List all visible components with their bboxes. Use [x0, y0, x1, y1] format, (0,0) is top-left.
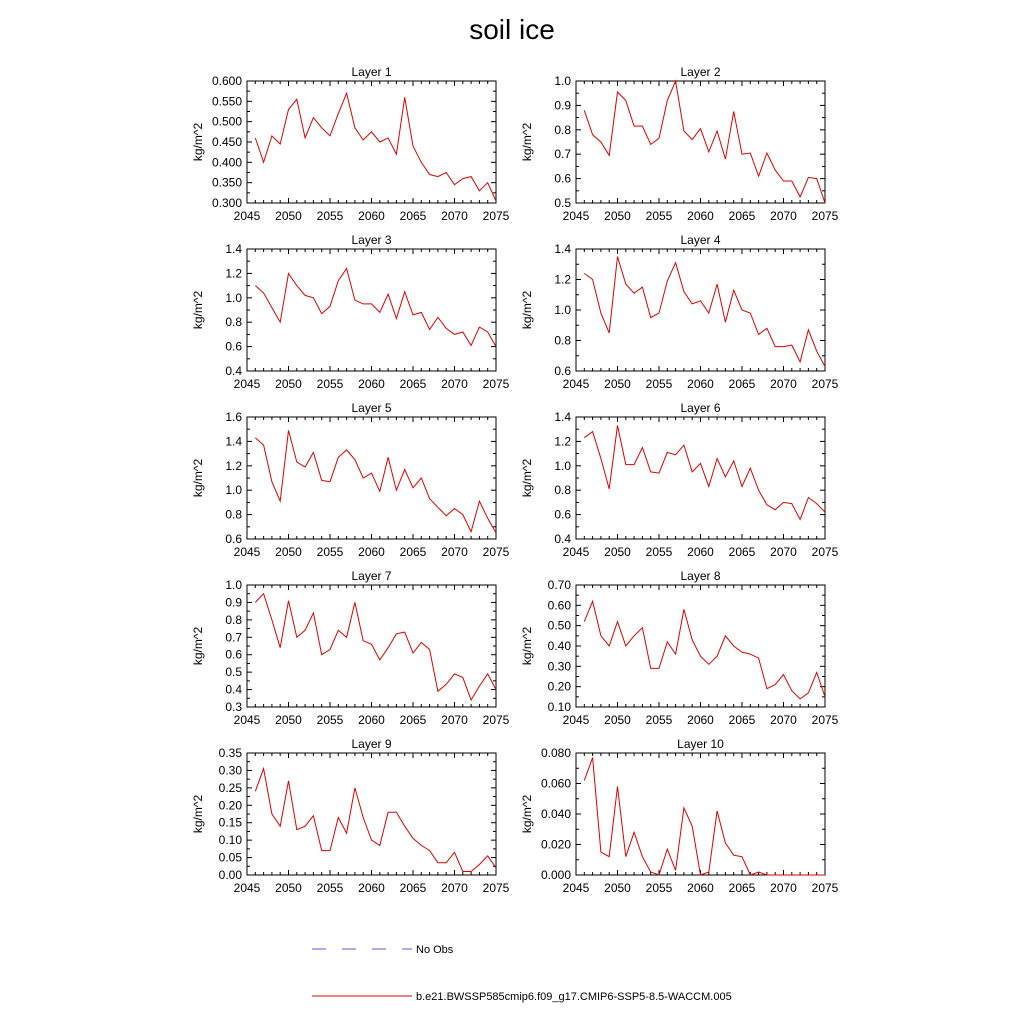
y-tick-label: 1.0 [554, 303, 571, 317]
series-line [584, 426, 825, 520]
y-tick-label: 1.4 [554, 410, 571, 424]
y-tick-label: 1.4 [225, 434, 242, 449]
y-tick-label: 1.2 [225, 458, 242, 473]
x-tick-label: 2045 [562, 545, 590, 559]
chart-layer-3 [191, 233, 510, 391]
x-tick-label: 2065 [728, 881, 756, 895]
chart-title: Layer 6 [680, 401, 721, 415]
chart-title: Layer 3 [351, 233, 392, 247]
y-tick-label: 0.8 [225, 507, 242, 522]
x-tick-label: 2075 [482, 545, 510, 559]
x-tick-label: 2060 [687, 209, 714, 223]
chart-layer-8 [520, 569, 839, 727]
y-tick-label: 0.60 [547, 598, 571, 613]
x-tick-label: 2070 [770, 881, 797, 895]
chart-title: Layer 7 [351, 569, 392, 583]
x-tick-label: 2070 [770, 545, 797, 559]
y-tick-label: 0.6 [554, 507, 571, 522]
legend-obs-label: No Obs [416, 944, 454, 956]
y-axis-label: kg/m^2 [191, 122, 205, 162]
legend [312, 944, 732, 1003]
x-tick-label: 2075 [482, 209, 510, 223]
x-tick-label: 2050 [604, 209, 631, 223]
x-tick-label: 2055 [645, 545, 673, 559]
y-tick-label: 0.8 [225, 612, 242, 627]
y-tick-label: 1.0 [554, 74, 571, 88]
y-tick-label: 1.4 [225, 242, 242, 256]
x-tick-label: 2050 [275, 377, 302, 391]
y-tick-label: 0.080 [540, 746, 571, 760]
y-tick-label: 0.6 [554, 364, 571, 378]
x-tick-label: 2055 [645, 209, 673, 223]
y-tick-label: 0.5 [225, 665, 242, 680]
series-line [584, 257, 825, 367]
x-tick-label: 2065 [728, 377, 756, 391]
y-tick-label: 0.3 [225, 700, 242, 714]
series-line [584, 81, 825, 203]
y-tick-label: 0.6 [225, 647, 242, 662]
x-tick-label: 2050 [604, 881, 631, 895]
x-tick-label: 2075 [811, 209, 839, 223]
x-tick-label: 2045 [233, 713, 261, 727]
chart-layer-4 [520, 233, 839, 391]
y-tick-label: 0.450 [211, 135, 242, 149]
series-line [255, 430, 496, 533]
x-tick-label: 2065 [399, 377, 427, 391]
series-line [584, 758, 825, 875]
y-tick-label: 0.9 [554, 98, 571, 113]
x-tick-label: 2070 [441, 209, 468, 223]
y-tick-label: 0.060 [540, 776, 571, 791]
x-tick-label: 2075 [811, 377, 839, 391]
series-line [255, 269, 496, 347]
plot-frame [576, 753, 825, 875]
y-tick-label: 0.5 [554, 196, 571, 210]
x-tick-label: 2060 [358, 545, 385, 559]
y-tick-label: 1.2 [554, 434, 571, 449]
x-tick-label: 2055 [645, 881, 673, 895]
x-tick-label: 2055 [316, 209, 344, 223]
x-tick-label: 2055 [316, 545, 344, 559]
y-axis-label: kg/m^2 [520, 122, 534, 162]
x-tick-label: 2075 [482, 881, 510, 895]
y-tick-label: 0.350 [211, 175, 242, 190]
x-tick-label: 2055 [316, 881, 344, 895]
x-tick-label: 2065 [399, 545, 427, 559]
y-axis-label: kg/m^2 [520, 458, 534, 498]
chart-title: Layer 5 [351, 401, 392, 415]
y-tick-label: 0.50 [547, 618, 571, 633]
x-tick-label: 2060 [358, 713, 385, 727]
y-tick-label: 0.8 [225, 315, 242, 330]
chart-layer-2 [520, 65, 839, 223]
x-tick-label: 2075 [482, 713, 510, 727]
y-tick-label: 0.550 [211, 94, 242, 109]
x-tick-label: 2065 [728, 713, 756, 727]
x-tick-label: 2070 [441, 545, 468, 559]
y-tick-label: 1.2 [225, 266, 242, 281]
y-tick-label: 0.25 [218, 780, 242, 795]
y-axis-label: kg/m^2 [191, 794, 205, 834]
y-tick-label: 0.4 [554, 532, 571, 546]
y-tick-label: 1.0 [225, 290, 242, 305]
y-tick-label: 0.6 [225, 532, 242, 546]
chart-title: Layer 8 [680, 569, 721, 583]
y-tick-label: 0.8 [554, 122, 571, 137]
x-tick-label: 2050 [604, 377, 631, 391]
y-tick-label: 1.2 [554, 272, 571, 287]
chart-layer-7 [191, 569, 510, 727]
chart-layer-6 [520, 401, 839, 559]
y-tick-label: 0.70 [547, 578, 571, 592]
x-tick-label: 2070 [770, 713, 797, 727]
y-tick-label: 0.7 [225, 630, 242, 645]
y-tick-label: 0.00 [218, 868, 242, 882]
y-tick-label: 0.10 [218, 833, 242, 848]
series-line [255, 93, 496, 201]
chart-layer-9 [191, 737, 510, 895]
chart-layer-1 [191, 65, 510, 223]
y-axis-label: kg/m^2 [191, 626, 205, 666]
x-tick-label: 2075 [811, 545, 839, 559]
y-tick-label: 1.0 [225, 483, 242, 498]
y-tick-label: 0.6 [554, 171, 571, 186]
x-tick-label: 2060 [358, 377, 385, 391]
plot-frame [576, 585, 825, 707]
y-tick-label: 0.10 [547, 700, 571, 714]
x-tick-label: 2060 [687, 377, 714, 391]
x-tick-label: 2070 [770, 209, 797, 223]
x-tick-label: 2060 [687, 881, 714, 895]
page-title: soil ice [469, 14, 555, 45]
x-tick-label: 2075 [482, 377, 510, 391]
x-tick-label: 2075 [811, 713, 839, 727]
x-tick-label: 2070 [441, 377, 468, 391]
x-tick-label: 2045 [233, 377, 261, 391]
y-tick-label: 0.600 [211, 74, 242, 88]
chart-title: Layer 9 [351, 737, 392, 751]
x-tick-label: 2055 [316, 713, 344, 727]
y-tick-label: 0.40 [547, 639, 571, 653]
series-line [255, 594, 496, 700]
plot-frame [247, 417, 496, 539]
y-tick-label: 0.05 [218, 850, 242, 865]
chart-layer-5 [191, 401, 510, 559]
y-tick-label: 0.4 [225, 682, 242, 697]
x-tick-label: 2050 [275, 209, 302, 223]
y-tick-label: 0.20 [547, 679, 571, 694]
y-tick-label: 0.8 [554, 483, 571, 498]
y-axis-label: kg/m^2 [520, 794, 534, 834]
chart-title: Layer 4 [680, 233, 721, 247]
y-tick-label: 0.6 [225, 339, 242, 354]
y-tick-label: 0.30 [218, 763, 242, 778]
chart-title: Layer 10 [677, 737, 724, 751]
x-tick-label: 2050 [604, 713, 631, 727]
y-tick-label: 0.15 [218, 815, 242, 830]
y-axis-label: kg/m^2 [191, 290, 205, 330]
x-tick-label: 2060 [687, 545, 714, 559]
plot-frame [247, 249, 496, 371]
x-tick-label: 2050 [604, 545, 631, 559]
x-tick-label: 2045 [233, 209, 261, 223]
y-tick-label: 0.30 [547, 659, 571, 674]
x-tick-label: 2050 [275, 881, 302, 895]
x-tick-label: 2070 [770, 377, 797, 391]
y-tick-label: 0.35 [218, 746, 242, 760]
x-tick-label: 2055 [645, 377, 673, 391]
y-tick-label: 0.300 [211, 196, 242, 210]
x-tick-label: 2060 [687, 713, 714, 727]
x-tick-label: 2065 [399, 209, 427, 223]
y-tick-label: 0.4 [225, 364, 242, 378]
x-tick-label: 2045 [562, 881, 590, 895]
series-line [584, 601, 825, 699]
y-tick-label: 1.6 [225, 410, 242, 424]
chart-layer-10 [520, 737, 839, 895]
y-tick-label: 0.040 [540, 807, 571, 821]
y-tick-label: 0.020 [540, 837, 571, 852]
y-tick-label: 0.8 [554, 333, 571, 348]
x-tick-label: 2050 [275, 545, 302, 559]
x-tick-label: 2065 [728, 545, 756, 559]
series-line [255, 769, 496, 872]
x-tick-label: 2060 [358, 881, 385, 895]
y-tick-label: 0.500 [211, 114, 242, 129]
y-tick-label: 0.20 [218, 798, 242, 813]
x-tick-label: 2070 [441, 881, 468, 895]
plot-frame [247, 81, 496, 203]
plot-frame [576, 417, 825, 539]
plot-frame [576, 249, 825, 371]
y-tick-label: 1.0 [225, 578, 242, 592]
plot-frame [247, 585, 496, 707]
plot-frame [247, 753, 496, 875]
x-tick-label: 2050 [275, 713, 302, 727]
x-tick-label: 2045 [233, 881, 261, 895]
y-axis-label: kg/m^2 [520, 626, 534, 666]
x-tick-label: 2065 [399, 881, 427, 895]
plot-frame [576, 81, 825, 203]
x-tick-label: 2060 [358, 209, 385, 223]
x-tick-label: 2065 [399, 713, 427, 727]
x-tick-label: 2070 [441, 713, 468, 727]
x-tick-label: 2045 [562, 377, 590, 391]
y-tick-label: 0.000 [540, 868, 571, 882]
x-tick-label: 2075 [811, 881, 839, 895]
y-tick-label: 0.9 [225, 595, 242, 610]
x-tick-label: 2045 [233, 545, 261, 559]
x-tick-label: 2065 [728, 209, 756, 223]
chart-title: Layer 1 [351, 65, 392, 79]
legend-model-label: b.e21.BWSSP585cmip6.f09_g17.CMIP6-SSP5-8.5-WACCM.005 [416, 991, 732, 1003]
y-tick-label: 0.400 [211, 155, 242, 170]
x-tick-label: 2055 [645, 713, 673, 727]
y-tick-label: 0.7 [554, 147, 571, 162]
x-tick-label: 2045 [562, 713, 590, 727]
x-tick-label: 2045 [562, 209, 590, 223]
y-axis-label: kg/m^2 [520, 290, 534, 330]
y-axis-label: kg/m^2 [191, 458, 205, 498]
y-tick-label: 1.4 [554, 242, 571, 256]
x-tick-label: 2055 [316, 377, 344, 391]
y-tick-label: 1.0 [554, 458, 571, 473]
chart-title: Layer 2 [680, 65, 721, 79]
